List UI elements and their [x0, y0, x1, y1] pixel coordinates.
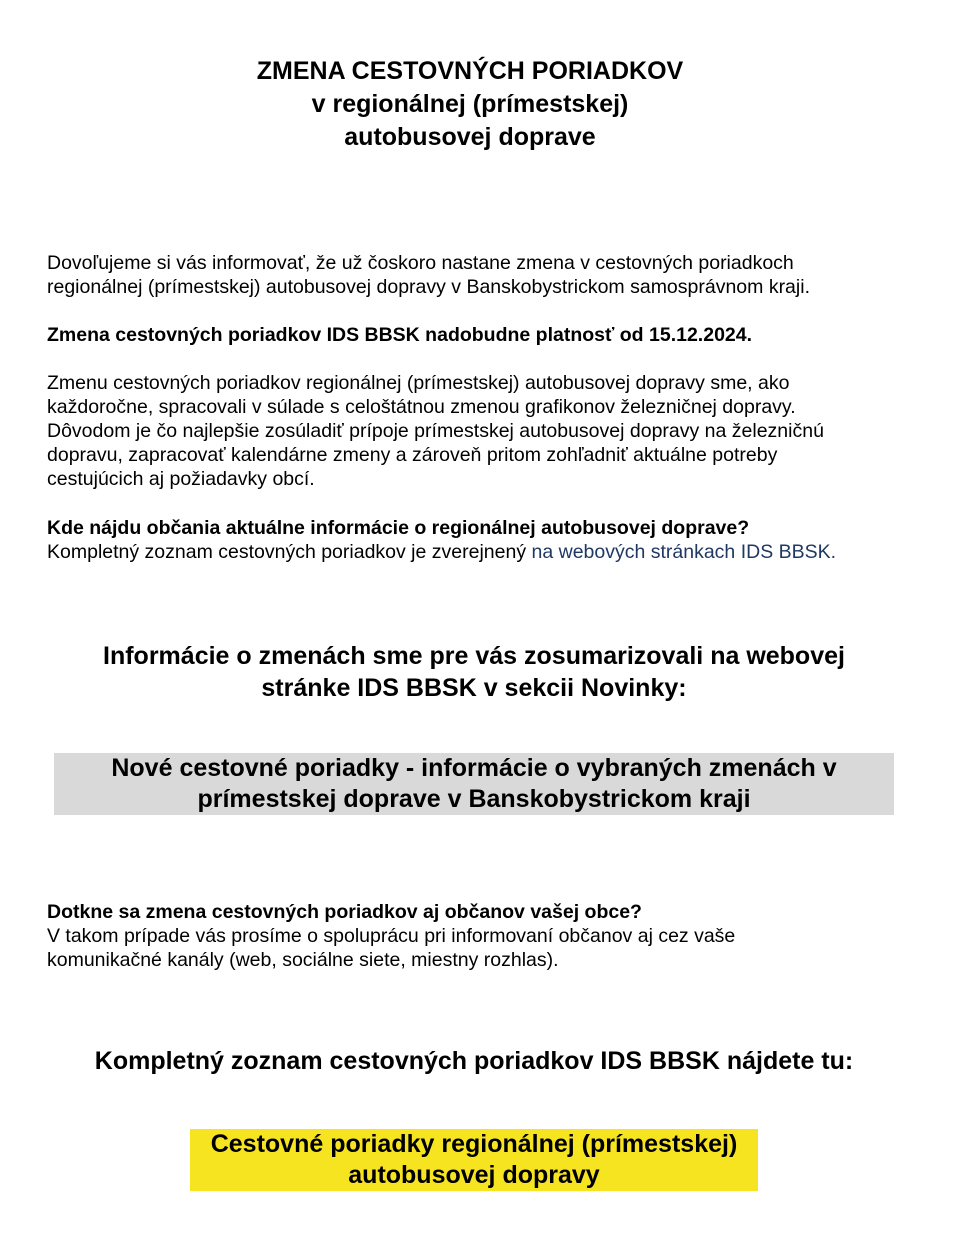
news-link-button[interactable]	[54, 753, 894, 815]
where-info-answer-text: Kompletný zoznam cestovných poriadkov je zverejnený	[47, 541, 532, 563]
explanation-line-3: Dôvodom je čo najlepšie zosúladiť prípoje prímestskej autobusovej dopravy na železničnú	[47, 420, 824, 442]
validity-notice: Zmena cestovných poriadkov IDS BBSK nadobudne platnosť od 15.12.2024.	[47, 324, 753, 346]
explanation-line-2: každoročne, spracovali v súlade s celoštátnou zmenou grafikonov železničnej dopravy.	[47, 396, 796, 418]
summary-heading	[0, 640, 948, 704]
title-line-2: v regionálnej (prímestskej)	[311, 90, 629, 118]
timetable-link-line-1: Cestovné poriadky regionálnej (prímestskej)	[210, 1130, 738, 1158]
cooperation-question: Dotkne sa zmena cestovných poriadkov aj občanov vašej obce?	[47, 901, 642, 923]
complete-list-heading: Kompletný zoznam cestovných poriadkov IDS BBSK nájdete tu:	[94, 1047, 854, 1075]
title-line-3: autobusovej doprave	[344, 123, 596, 151]
explanation-paragraph	[47, 371, 927, 491]
page-title	[0, 55, 940, 154]
intro-line-2: regionálnej (prímestskej) autobusovej dopravy v Banskobystrickom samosprávnom kraji.	[47, 276, 810, 298]
summary-heading-line-1: Informácie o zmenách sme pre vás zosumarizovali na webovej	[103, 642, 845, 670]
explanation-line-4: dopravu, zapracovať kalendárne zmeny a zároveň pritom zohľadniť aktuálne potreby	[47, 444, 778, 466]
cooperation-section	[47, 900, 927, 972]
summary-heading-line-2: stránke IDS BBSK v sekcii Novinky:	[261, 674, 687, 702]
where-info-answer	[47, 540, 927, 564]
where-info-question: Kde nájdu občania aktuálne informácie o regionálnej autobusovej doprave?	[47, 517, 750, 539]
news-link-line-1: Nové cestovné poriadky - informácie o vybraných zmenách v	[111, 754, 837, 782]
intro-line-1: Dovoľujeme si vás informovať, že už čoskoro nastane zmena v cestovných poriadkoch	[47, 252, 794, 274]
intro-paragraph	[47, 251, 927, 299]
cooperation-line-2: komunikačné kanály (web, sociálne siete, miestny rozhlas).	[47, 949, 559, 971]
explanation-line-1: Zmenu cestovných poriadkov regionálnej (prímestskej) autobusovej dopravy sme, ako	[47, 372, 790, 394]
timetable-link-button[interactable]	[190, 1129, 758, 1191]
title-line-1: ZMENA CESTOVNÝCH PORIADKOV	[256, 57, 684, 85]
timetable-link-line-2: autobusovej dopravy	[348, 1161, 600, 1189]
ids-bbsk-website-link[interactable]: na webových stránkach IDS BBSK.	[531, 541, 837, 563]
cooperation-line-1: V takom prípade vás prosíme o spoluprácu pri informovaní občanov aj cez vaše	[47, 925, 736, 947]
explanation-line-5: cestujúcich aj požiadavky obcí.	[47, 468, 315, 490]
where-info-section	[47, 516, 927, 564]
news-link-line-2: prímestskej doprave v Banskobystrickom kraji	[197, 785, 751, 813]
